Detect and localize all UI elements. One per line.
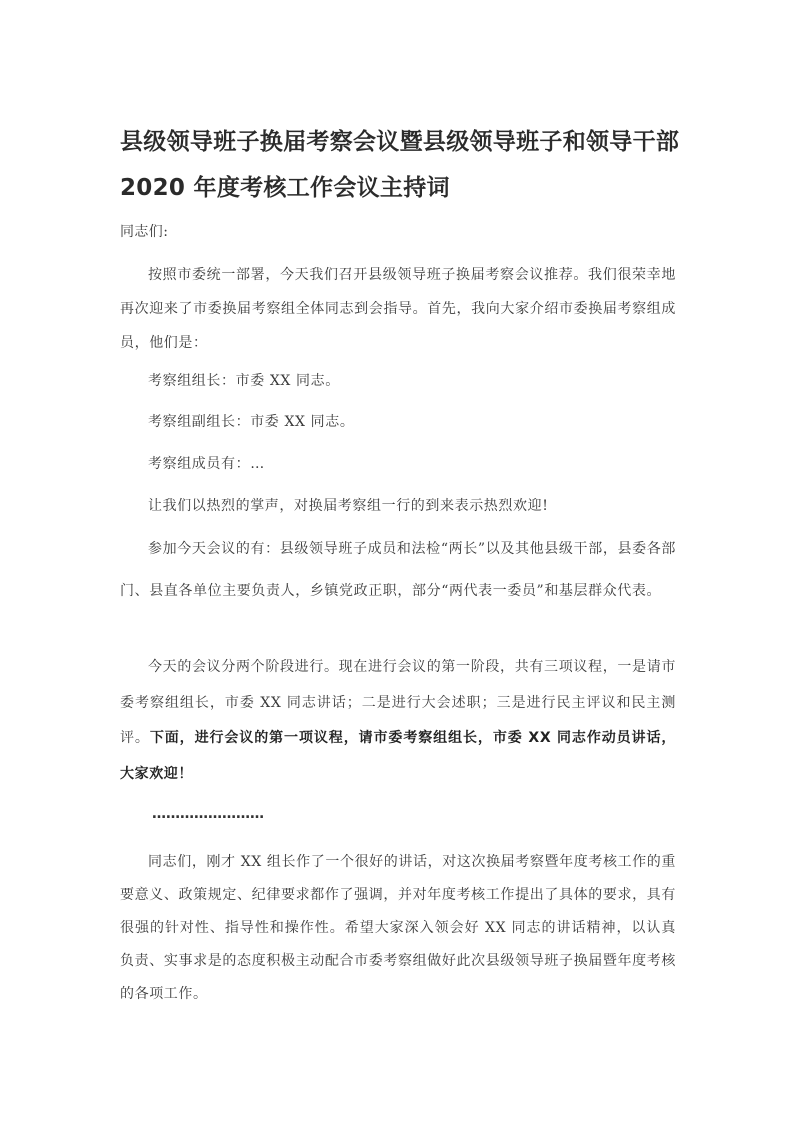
paragraph-attendees: 参加今天会议的有：县级领导班子成员和法检“两长”以及其他县级干部，县委各部门、县直各单位主要负责人，乡镇党政正职，部分“两代表一委员”和基层群众代表。 bbox=[120, 541, 676, 599]
paragraph-closing: 同志们，刚才 XX 组长作了一个很好的讲话，对这次换届考察暨年度考核工作的重要意义、政策规定、纪律要求都作了强调，并对年度考核工作提出了具体的要求，具有很强的针对性、指导性和操作性。希望大家深入领会好 XX 同志的讲话精神，以认真负责、实事求是的态度积极主动配合市委考察组做好此次县级领导班子换届暨年度考核的各项工作。 bbox=[120, 854, 676, 1002]
salutation: 同志们: bbox=[120, 224, 169, 240]
agenda-text: 今天的会议分两个阶段进行。现在进行会议的第一阶段，共有三项议程，一是请市委考察组组长，市委 XX 同志讲话；二是进行大会述职；三是进行民主评议和民主测评。 bbox=[120, 659, 676, 746]
paragraph-members: 考察组成员有：… bbox=[148, 456, 265, 472]
agenda-bold-text: 下面，进行会议的第一项议程，请市委考察组组长，市委 XX 同志作动员讲话，大家欢迎！ bbox=[120, 730, 676, 782]
paragraph-agenda bbox=[120, 650, 676, 792]
document-title: 县级领导班子换届考察会议暨县级领导班子和领导干部 2020 年度考核工作会议主持词 bbox=[120, 129, 680, 201]
ellipsis-separator: …………………… bbox=[152, 806, 264, 822]
paragraph-welcome: 让我们以热烈的掌声，对换届考察组一行的到来表示热烈欢迎! bbox=[148, 498, 549, 514]
paragraph-deputy-leader: 考察组副组长：市委 XX 同志。 bbox=[148, 414, 355, 430]
paragraph-team-leader: 考察组组长：市委 XX 同志。 bbox=[148, 373, 340, 389]
paragraph-intro: 按照市委统一部署，今天我们召开县级领导班子换届考察会议推荐。我们很荣幸地再次迎来了市委换届考察组全体同志到会指导。首先，我向大家介绍市委换届考察组成员，他们是： bbox=[120, 267, 676, 351]
